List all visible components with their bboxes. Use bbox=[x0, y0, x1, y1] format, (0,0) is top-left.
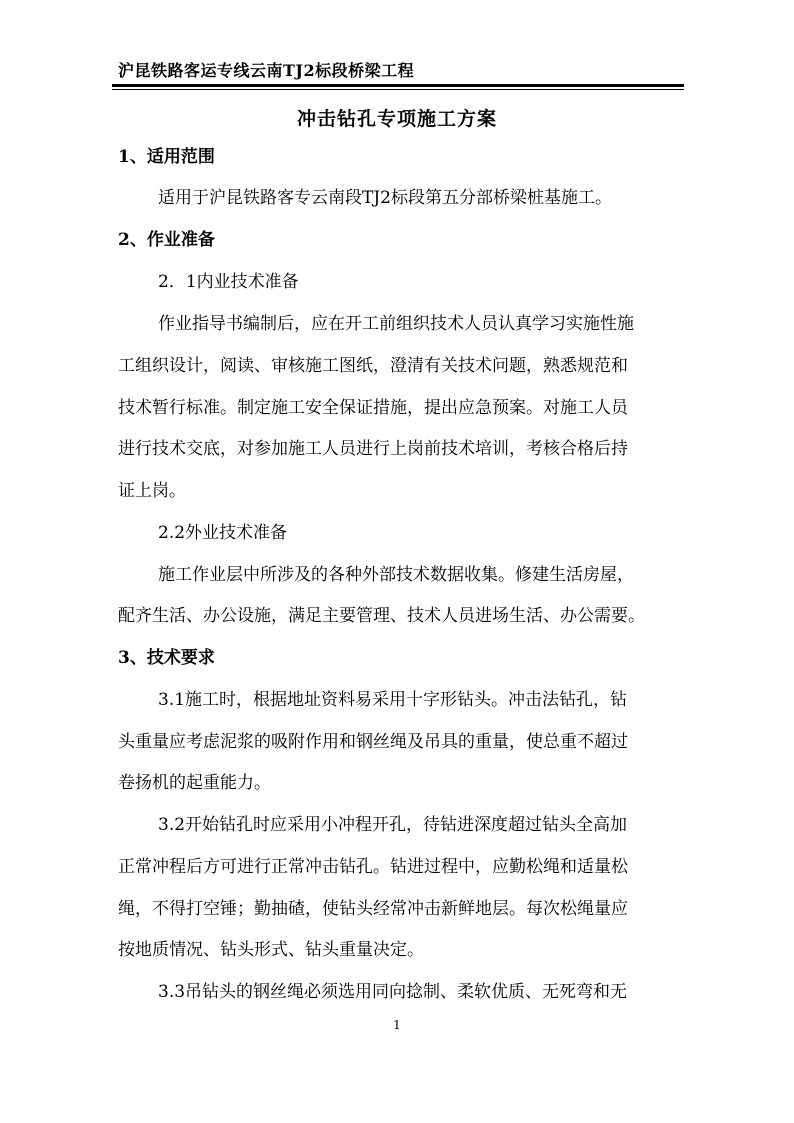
paragraph-line: 绳，不得打空锤；勤抽碴，使钻头经常冲击新鲜地层。每次松绳量应 bbox=[118, 899, 628, 919]
page-number: 1 bbox=[393, 1018, 401, 1032]
paragraph-line: 正常冲程后方可进行正常冲击钻孔。钻进过程中，应勤松绳和适量松 bbox=[118, 857, 628, 877]
paragraph-line: 头重量应考虑泥浆的吸附作用和钢丝绳及吊具的重量，使总重不超过 bbox=[118, 732, 628, 752]
paragraph-line: 证上岗。 bbox=[118, 481, 186, 501]
paragraph-line: 配齐生活、办公设施，满足主要管理、技术人员进场生活、办公需要。 bbox=[118, 606, 645, 626]
header-rule-thick bbox=[112, 84, 684, 87]
paragraph-line: 适用于沪昆铁路客专云南段TJ2标段第五分部桥梁桩基施工。 bbox=[158, 188, 612, 208]
paragraph-line: 3.2开始钻孔时应采用小冲程开孔，待钻进深度超过钻头全高加 bbox=[158, 815, 628, 835]
paragraph-line: 工组织设计，阅读、审核施工图纸，澄清有关技术问题，熟悉规范和 bbox=[118, 356, 628, 376]
document-title: 冲击钻孔专项施工方案 bbox=[296, 108, 497, 130]
section-heading-2: 2、作业准备 bbox=[118, 230, 215, 250]
subsection-heading-2-2: 2.2外业技术准备 bbox=[158, 523, 288, 543]
paragraph-line: 作业指导书编制后，应在开工前组织技术人员认真学习实施性施 bbox=[158, 314, 634, 334]
paragraph-line: 进行技术交底，对参加施工人员进行上岗前技术培训，考核合格后持 bbox=[118, 439, 628, 459]
running-header: 沪昆铁路客运专线云南TJ2标段桥梁工程 bbox=[118, 61, 415, 80]
paragraph-line: 施工作业层中所涉及的各种外部技术数据收集。修建生活房屋， bbox=[158, 565, 634, 585]
subsection-heading-2-1: 2．1内业技术准备 bbox=[158, 272, 299, 292]
paragraph-line: 按地质情况、钻头形式、钻头重量决定。 bbox=[118, 940, 424, 960]
section-heading-1: 1、适用范围 bbox=[118, 147, 215, 167]
paragraph-line: 技术暂行标准。制定施工安全保证措施，提出应急预案。对施工人员 bbox=[118, 398, 628, 418]
paragraph-line: 3.1施工时，根据地址资料易采用十字形钻头。冲击法钻孔，钻 bbox=[158, 690, 628, 710]
header-rule-thin bbox=[112, 89, 684, 90]
paragraph-line: 卷扬机的起重能力。 bbox=[118, 773, 271, 793]
section-heading-3: 3、技术要求 bbox=[118, 648, 215, 668]
paragraph-line: 3.3吊钻头的钢丝绳必须选用同向捻制、柔软优质、无死弯和无 bbox=[158, 982, 628, 1002]
